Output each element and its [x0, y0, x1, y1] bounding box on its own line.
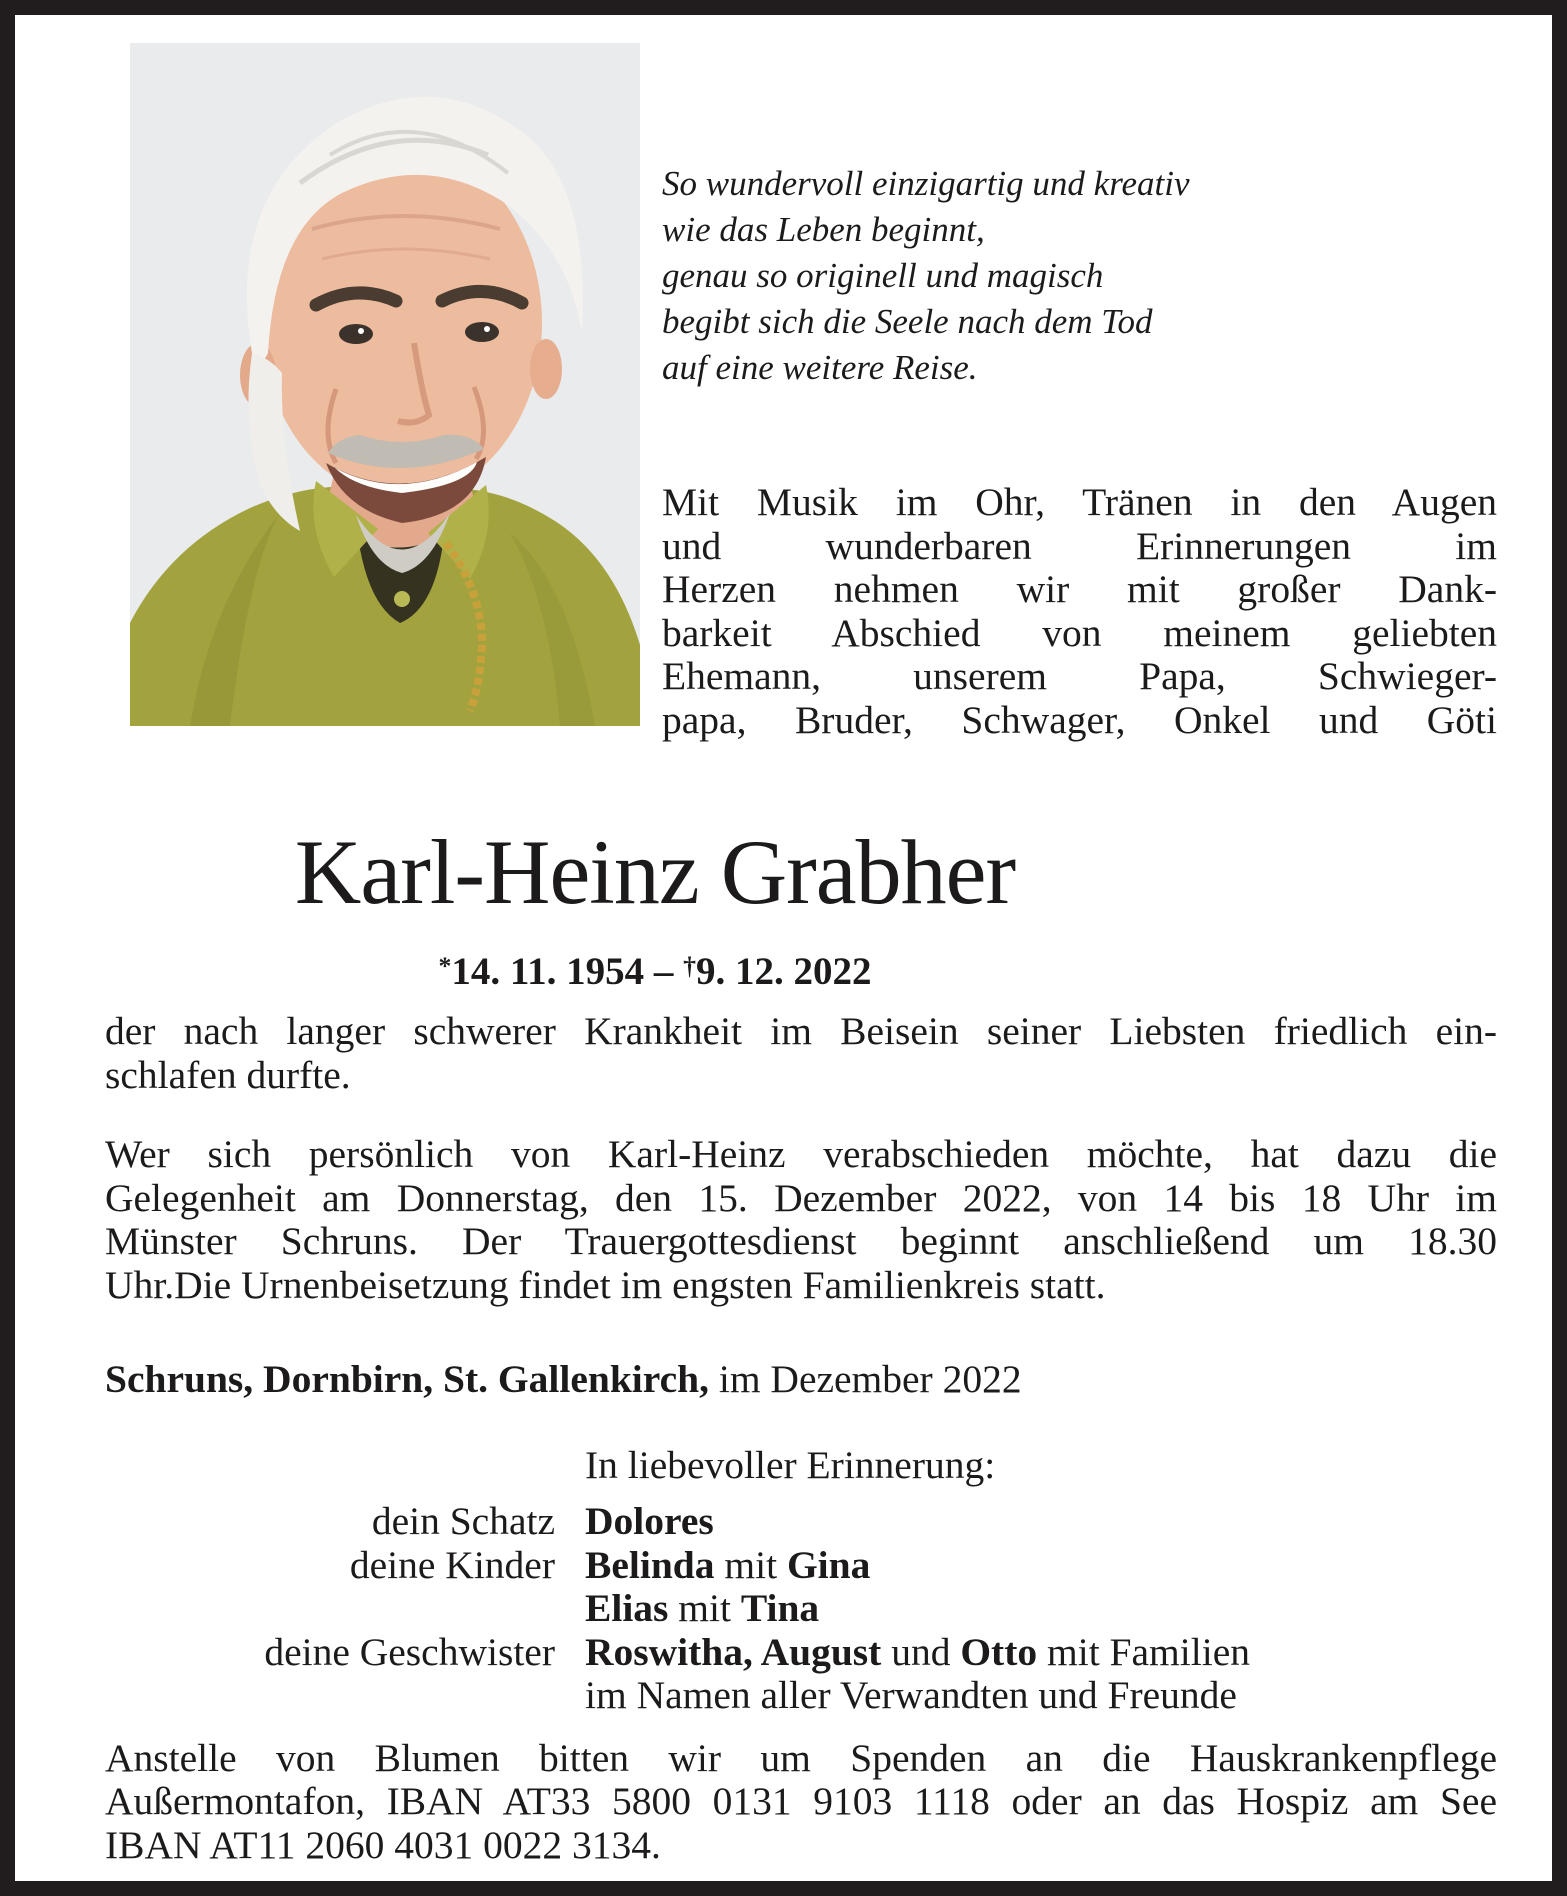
memorial-poem: [662, 161, 1497, 391]
portrait-photo: [130, 43, 640, 726]
top-section: [130, 43, 1497, 742]
text-line: papa, Bruder, Schwager, Onkel und Göti: [662, 697, 1497, 742]
places-month: im Dezember 2022: [708, 1357, 1022, 1402]
text-line: Anstelle von Blumen bitten wir um Spenden an die Hauskrankenpflege: [105, 1735, 1497, 1780]
remembrance-heading: In liebevoller Erinnerung:: [585, 1443, 996, 1488]
family-relation-label: deine Kinder: [349, 1542, 555, 1587]
family-member-name: Tina: [740, 1586, 820, 1631]
family-member-name: Roswitha, August: [585, 1629, 882, 1674]
family-member-name: Gina: [786, 1542, 871, 1587]
intro-paragraph: [662, 481, 1497, 742]
death-circumstance-paragraph: [105, 1010, 1497, 1097]
family-row: [105, 1500, 1497, 1544]
family-row: [105, 1544, 1497, 1588]
family-member-name: Belinda: [585, 1542, 715, 1587]
places-date-line: [105, 1357, 1497, 1401]
family-connector: im Namen aller Verwandten und Freunde: [585, 1673, 1237, 1718]
family-member-name: Otto: [960, 1629, 1038, 1674]
deceased-name: Karl-Heinz Grabher: [294, 821, 1016, 923]
family-connector: mit: [714, 1542, 787, 1587]
text-line: begibt sich die Seele nach dem Tod: [662, 302, 1153, 341]
birth-date: 14. 11. 1954: [451, 949, 645, 993]
text-line: der nach langer schwerer Krankheit im Beisein seiner Liebsten friedlich ein-: [105, 1009, 1497, 1054]
top-right-column: [662, 43, 1497, 742]
family-relation-label: [105, 1587, 555, 1631]
title-block: [105, 821, 1205, 994]
family-relation-label: [105, 1674, 555, 1718]
text-line: genau so originell und magisch: [662, 256, 1104, 295]
text-line: So wundervoll einzigartig und kreativ: [662, 164, 1190, 203]
date-separator: –: [653, 949, 674, 993]
death-symbol: †: [683, 950, 697, 980]
text-line: Gelegenheit am Donnerstag, den 15. Dezember 2022, von 14 bis 18 Uhr im: [105, 1175, 1497, 1220]
family-members: [585, 1544, 870, 1588]
portrait-illustration: [130, 43, 640, 726]
text-line: Ehemann, unserem Papa, Schwieger-: [662, 654, 1497, 698]
text-line: Münster Schruns. Der Trauergottesdienst beginnt anschließend um 18.30: [105, 1219, 1497, 1264]
family-connector: mit Familien: [1037, 1629, 1250, 1674]
death-date: 9. 12. 2022: [696, 949, 872, 993]
text-line: auf eine weitere Reise.: [662, 348, 978, 387]
text-line: Wer sich persönlich von Karl-Heinz verabschieden möchte, hat dazu die: [105, 1132, 1497, 1177]
family-row: [105, 1674, 1497, 1718]
text-line: Herzen nehmen wir mit großer Dank-: [662, 567, 1497, 611]
text-line: Mit Musik im Ohr, Tränen in den Augen: [662, 480, 1497, 524]
family-relation-label: deine Geschwister: [264, 1629, 555, 1674]
text-line: Uhr.Die Urnenbeisetzung findet im engsten Familienkreis statt.: [105, 1262, 1106, 1307]
text-line: Außermontafon, IBAN AT33 5800 0131 9103 1118 oder an das Hospiz am See: [105, 1779, 1497, 1824]
text-line: schlafen durfte.: [105, 1052, 351, 1097]
family-members: [585, 1500, 714, 1544]
birth-symbol: *: [438, 950, 452, 980]
family-connector: mit: [668, 1586, 741, 1631]
family-relation-label: dein Schatz: [371, 1499, 555, 1544]
farewell-info-paragraph: [105, 1133, 1497, 1307]
family-members: [585, 1631, 1250, 1675]
family-member-name: Elias: [585, 1586, 669, 1631]
text-line: IBAN AT11 2060 4031 0022 3134.: [105, 1822, 661, 1867]
life-dates: [105, 943, 1205, 995]
family-members: [585, 1587, 819, 1631]
text-line: und wunderbaren Erinnerungen im: [662, 523, 1497, 568]
donation-paragraph: [105, 1737, 1497, 1868]
family-row: [105, 1587, 1497, 1631]
text-line: wie das Leben beginnt,: [662, 210, 985, 249]
text-line: barkeit Abschied von meinem geliebten: [662, 610, 1497, 655]
family-member-name: Dolores: [585, 1499, 714, 1544]
family-list: [105, 1500, 1497, 1718]
family-connector: und: [881, 1629, 961, 1674]
family-members: [585, 1674, 1237, 1718]
places-names: Schruns, Dornbirn, St. Gallenkirch,: [105, 1357, 709, 1402]
family-row: [105, 1631, 1497, 1675]
